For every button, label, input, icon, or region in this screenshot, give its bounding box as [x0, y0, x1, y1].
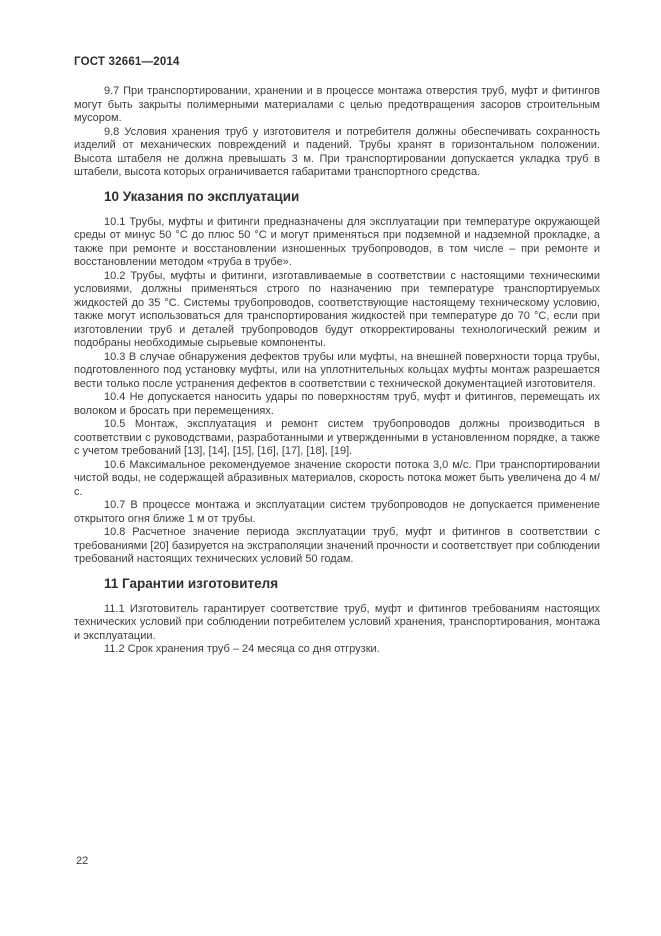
body-paragraph: 9.8 Условия хранения труб у изготовителя и потребителя должны обеспечивать сохранность изделий от механических повреждений и падений. Трубы хранят в горизонтальном положении. Высота штабеля не должна превышать 3 м. При транспортировании допускается укладка труб в штабели, высота которых ограничивается габаритами транспортного средства. — [74, 125, 600, 178]
body-paragraph: 11.2 Срок хранения труб – 24 месяца со дня отгрузки. — [104, 643, 380, 655]
body-paragraph: 9.7 При транспортировании, хранении и в процессе монтажа отверстия труб, муфт и фитингов могут быть закрыты полимерными материалами с целью предотвращения засоров строительным мусором. — [74, 85, 600, 124]
body-paragraph: 10.2 Трубы, муфты и фитинги, изготавливаемые в соответствии с настоящими техническими условиями, должны применяться строго по назначению при температуре транспортируемых жидкостей до 35 °С. Системы трубопроводов, соответствующие настоящему техническому условию, также могут использоваться для транспортирования жидкостей при температуре до 70 °С, если при изготовлении труб и деталей трубопроводов будут откорректированы технологический режим и подобраны необходимые сырьевые компоненты. — [74, 269, 600, 349]
page-content — [74, 56, 600, 657]
body-paragraph: 10.6 Максимальное рекомендуемое значение скорости потока 3,0 м/с. При транспортировании чистой воды, не содержащей абразивных материалов, скорость потока может быть увеличена до 4 м/с. — [74, 458, 600, 498]
body-paragraph: 10.4 Не допускается наносить удары по поверхностям труб, муфт и фитингов, перемещать их волоком и бросать при перемещениях. — [74, 391, 600, 417]
body-paragraph: 10.5 Монтаж, эксплуатация и ремонт систем трубопроводов должны производиться в соответствии с руководствами, разработанными и утвержденными в установленном порядке, а также с учетом требований [13], [14], [15], [16], [17], [18], [19]. — [74, 418, 600, 457]
page-number: 22 — [76, 855, 89, 867]
document-body — [74, 85, 600, 657]
section-heading: 10 Указания по эксплуатации — [104, 188, 300, 204]
section-heading: 11 Гарантии изготовителя — [104, 575, 279, 591]
body-paragraph: 10.1 Трубы, муфты и фитинги предназначены для эксплуатации при температуре окружающей среды от минус 50 °С до плюс 50 °С и могут применяться при подземной и надземной прокладке, а также при ремонте и восстановлении изношенных трубопроводов, в том числе – при ремонте и восстановлении методом «труба в трубе». — [74, 215, 600, 268]
body-paragraph: 10.3 В случае обнаружения дефектов трубы или муфты, на внешней поверхности торца трубы, подготовленного под установку муфты, или на уплотнительных кольцах муфты монтаж разрешается вести только после устранения дефектов в соответствии с технической документацией изготовителя. — [74, 350, 600, 390]
body-paragraph: 11.1 Изготовитель гарантирует соответствие труб, муфт и фитингов требованиям настоящих технических условий при соблюдении потребителем условий хранения, транспортирования, монтажа и эксплуатации. — [74, 602, 600, 642]
body-paragraph: 10.7 В процессе монтажа и эксплуатации систем трубопроводов не допускается применение открытого огня ближе 1 м от трубы. — [74, 499, 600, 525]
running-header: ГОСТ 32661—2014 — [74, 56, 180, 68]
body-paragraph: 10.8 Расчетное значение периода эксплуатации труб, муфт и фитингов в соответствии с требованиями [20] базируется на экстраполяции значений прочности и соответствует при соблюдении требований настоящих технических условий 50 годам. — [74, 526, 600, 565]
